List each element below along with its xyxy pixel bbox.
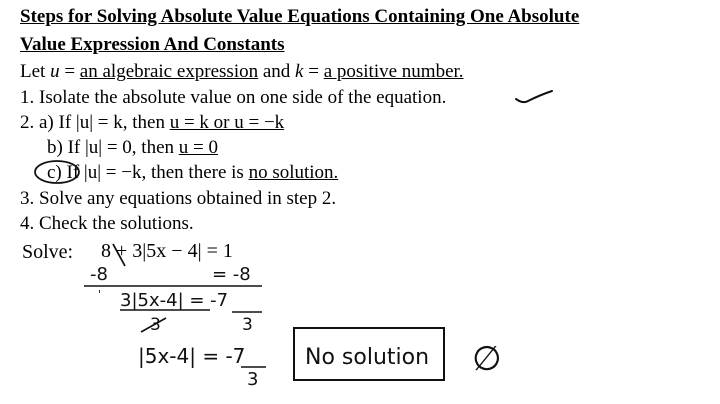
step-2a-condition: 2. a) If |u| = k, then xyxy=(20,112,170,133)
var-u: u xyxy=(50,61,60,82)
let-text: Let xyxy=(20,61,51,82)
isolated-equation: |5x-4| = -7 xyxy=(138,344,246,368)
and-text: and xyxy=(258,61,296,82)
step-2a-result: u = k or u = −k xyxy=(169,112,285,133)
equals-1: = xyxy=(59,61,80,82)
heading-line-1: Steps for Solving Absolute Value Equations Containing One Absolute xyxy=(20,6,580,27)
step-3: 3. Solve any equations obtained in step 2. xyxy=(20,188,337,209)
problem-equation: 8 + 3|5x − 4| = 1 xyxy=(101,240,233,262)
step-2c-result: no solution. xyxy=(248,162,339,183)
checkmark-icon xyxy=(516,91,552,102)
circle-annotation xyxy=(35,161,79,183)
fraction-den-2: 3 xyxy=(247,369,259,390)
var-k: k xyxy=(295,61,304,82)
minus-8-right: = -8 xyxy=(212,264,251,285)
k-definition: a positive number. xyxy=(323,61,464,82)
tick-mark: ' xyxy=(98,288,102,301)
divide-3: 3 xyxy=(150,315,161,335)
step-2c-label: c) xyxy=(47,162,62,183)
step-2b-result: u = 0 xyxy=(178,137,218,158)
step-2c-condition: If |u| = −k, then there is xyxy=(66,162,249,183)
u-definition: an algebraic expression xyxy=(79,61,259,82)
strike-mark xyxy=(113,244,125,266)
empty-set-icon: ∅ xyxy=(472,339,502,379)
solve-label: Solve: xyxy=(22,241,74,263)
minus-8-left: -8 xyxy=(90,264,108,285)
step-2b-condition: b) If |u| = 0, then xyxy=(47,137,179,158)
fraction-den-1: 3 xyxy=(242,315,253,335)
step-4: 4. Check the solutions. xyxy=(20,213,194,234)
no-solution-text: No solution xyxy=(305,345,430,370)
work-equation: 3|5x-4| = -7 xyxy=(120,290,229,311)
step-1: 1. Isolate the absolute value on one side of the equation. xyxy=(20,87,447,108)
equals-2: = xyxy=(303,61,324,82)
heading-line-2: Value Expression And Constants xyxy=(20,34,285,55)
